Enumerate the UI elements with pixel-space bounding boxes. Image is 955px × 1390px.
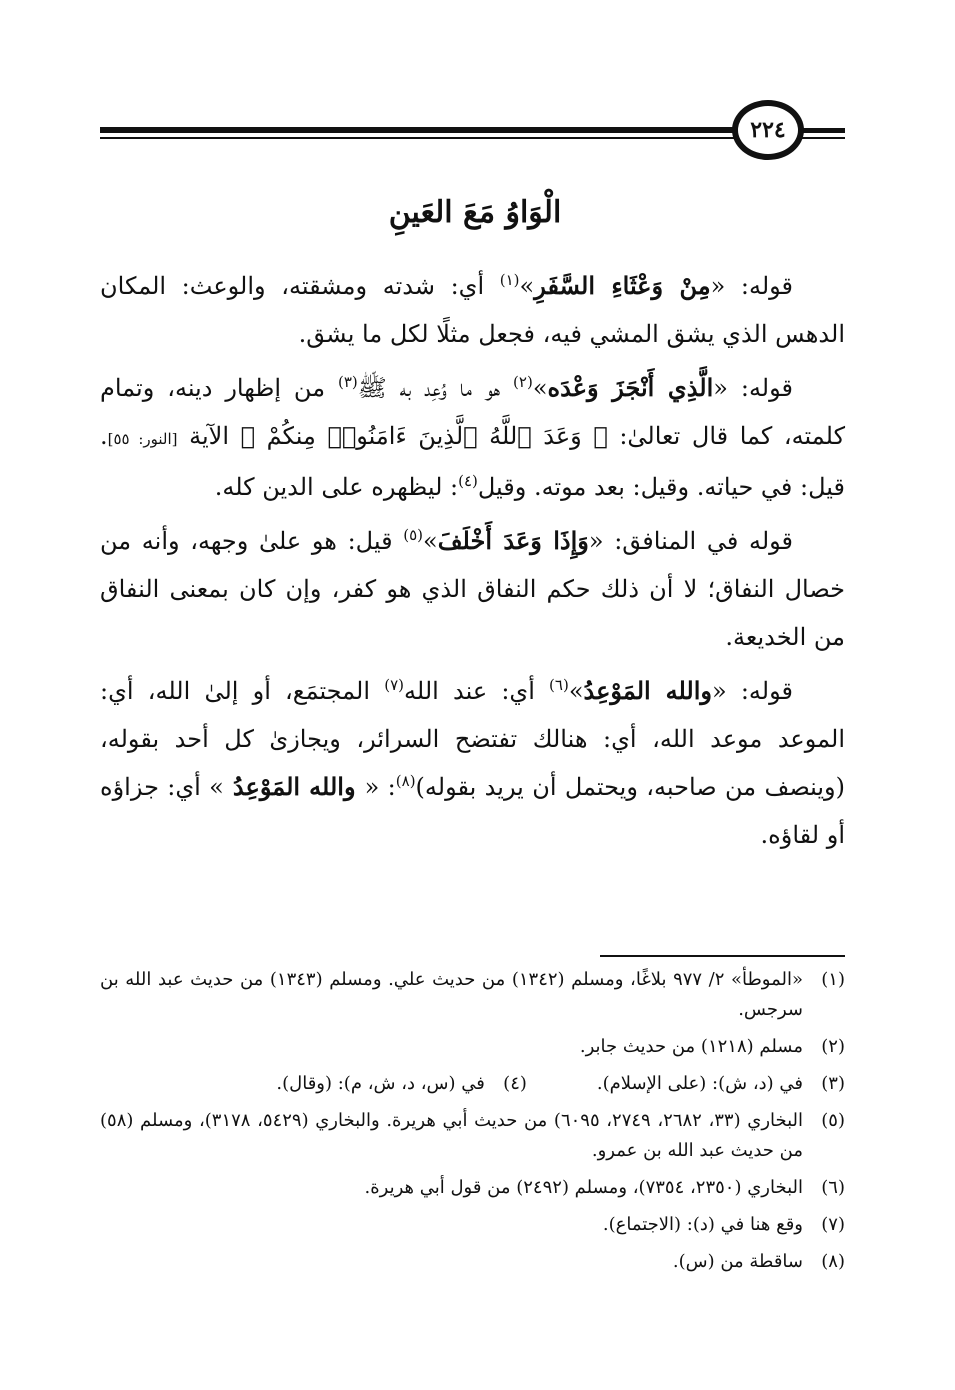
paragraph-text: من إظهار دينه، وتمام كلمته، كما قال تعالىٰ: ﴿ وَعَدَ ٱللَّهُ ٱلَّذِينَ ءَامَنُوا۟ مِنكُمْ ﴾ الآية: [100, 374, 845, 450]
footnote-ref[interactable]: (٤): [458, 472, 478, 490]
footnote-ref[interactable]: (٧): [384, 676, 404, 694]
paragraph-1: [100, 262, 845, 358]
paragraph-text: المجتمَع، أو إلىٰ الله، أي: الموعد موعد الله، أي: هنالك تفتضح السرائر، ويجازىٰ كل أحد بقوله، (وينصف من صاحبه، ويحتمل أن يريد بقوله): [100, 677, 846, 801]
quote-close: »: [519, 272, 535, 300]
footnote-text: البخاري (٢٣٥٠، ٧٣٥٤)، ومسلم (٢٤٩٢) من قول أبي هريرة.: [364, 1177, 803, 1198]
paragraph-text: قيل: هو علىٰ وجهه، وأنه من خصال النفاق؛ لا أن ذلك حكم النفاق الذي هو كفر، وإن كان بمعنى النفاق من الخديعة.: [100, 527, 845, 651]
footnote-number: (٨): [821, 1251, 845, 1272]
footnote-item: [100, 1106, 845, 1166]
footnote-item: [597, 1069, 845, 1099]
quote-close: »: [532, 374, 548, 402]
footnote-text: «الموطأ» ٢/ ٩٧٧ بلاغًا، ومسلم (١٣٤٢) من حديث علي. ومسلم (١٣٤٣) من حديث عبد الله بن سرجس.: [100, 969, 803, 1020]
footnote-number: (٣): [821, 1073, 845, 1094]
footnote-text: البخاري (٣٣، ٢٦٨٢، ٢٧٤٩، ٦٠٩٥) من حديث أبي هريرة. والبخاري (٥٤٢٩، ٣١٧٨)، ومسلم (٥٨) من حديث عبد الله بن عمرو.: [100, 1110, 804, 1161]
paragraph-text: أي: عند الله: [404, 677, 550, 705]
header-rule-thin: [100, 137, 740, 139]
footnote-item: [100, 1032, 845, 1062]
footnote-number: (٥): [821, 1110, 845, 1131]
paragraph-text: هو ما وُعِد به ﷺ: [357, 374, 514, 402]
hadith-quote: وَإِذَا وَعَدَ أَخْلَفَ: [437, 526, 589, 555]
footnote-separator: [600, 955, 845, 957]
paragraph-3: [100, 517, 845, 661]
header-rule-right-thin: [800, 137, 845, 139]
intro-text: قوله: «: [711, 677, 793, 705]
footnote-text: في (س، د، ش، م): (وقال).: [276, 1073, 485, 1094]
body-text: [100, 262, 845, 865]
footnote-ref[interactable]: (٣): [337, 373, 358, 391]
footnote-number: (٢): [821, 1036, 845, 1057]
paragraph-text: . قيل: في حياته. وقيل: بعد موته. وقيل: [100, 422, 845, 501]
paragraph-2: [100, 364, 845, 511]
hadith-quote: الَّذِي أَنْجَزَ وَعْدَه: [547, 373, 714, 402]
intro-text: قوله في المنافق: «: [588, 527, 793, 555]
page-number: ٢٢٤: [732, 100, 804, 160]
footnote-item: [100, 1247, 845, 1277]
footnote-ref[interactable]: (٦): [549, 676, 569, 694]
quote-close: »: [568, 677, 584, 705]
footnote-number: (٦): [821, 1177, 845, 1198]
quran-citation: [النور: ٥٥]: [107, 430, 178, 448]
footnote-item: [100, 1210, 845, 1240]
footnote-item: [100, 1173, 845, 1203]
footnote-ref[interactable]: (٥): [403, 526, 423, 544]
footnote-ref[interactable]: (١): [499, 271, 520, 289]
paragraph-text: أي: شدته ومشقته، والوعث: المكان الدهس الذي يشق المشي فيه، فجعل مثلًا لكل ما يشق.: [100, 272, 845, 348]
paragraph-text: : ليظهره على الدين كله.: [214, 473, 459, 501]
footnote-text: مسلم (١٢١٨) من حديث جابر.: [579, 1036, 803, 1057]
footnote-number: (١): [821, 969, 845, 990]
hadith-quote: والله المَوْعِدُ: [583, 676, 712, 705]
paragraph-text: » أي: جزاؤه أو لقاؤه.: [100, 773, 845, 849]
page-header: [100, 100, 850, 170]
hadith-quote: والله المَوْعِدُ: [223, 772, 365, 801]
header-rule-right: [800, 128, 845, 133]
footnote-ref[interactable]: (٨): [395, 772, 416, 790]
footnote-text: في (د، ش): (على الإسلام).: [596, 1073, 803, 1094]
footnote-pair: [100, 1069, 845, 1099]
intro-text: قوله: «: [713, 374, 793, 402]
header-rule: [100, 127, 740, 133]
footnotes: [100, 965, 845, 1284]
footnote-text: وقع هنا في (د): (الاجتماع).: [602, 1214, 803, 1235]
footnote-ref[interactable]: (٢): [513, 373, 533, 391]
footnote-text: ساقطة من (س).: [672, 1251, 803, 1272]
quote-close: »: [423, 527, 438, 555]
section-title: الْوَاوُ مَعَ العَينِ: [388, 195, 562, 230]
intro-text: قوله: «: [710, 272, 794, 300]
footnote-item: [100, 965, 845, 1025]
footnote-number: (٤): [503, 1073, 527, 1094]
paragraph-text: : «: [364, 773, 396, 801]
paragraph-4: [100, 667, 845, 859]
footnote-item: [276, 1069, 527, 1099]
hadith-quote: مِنْ وَعْثَاءِ السَّفَرِ: [534, 271, 711, 300]
footnote-number: (٧): [821, 1214, 845, 1235]
